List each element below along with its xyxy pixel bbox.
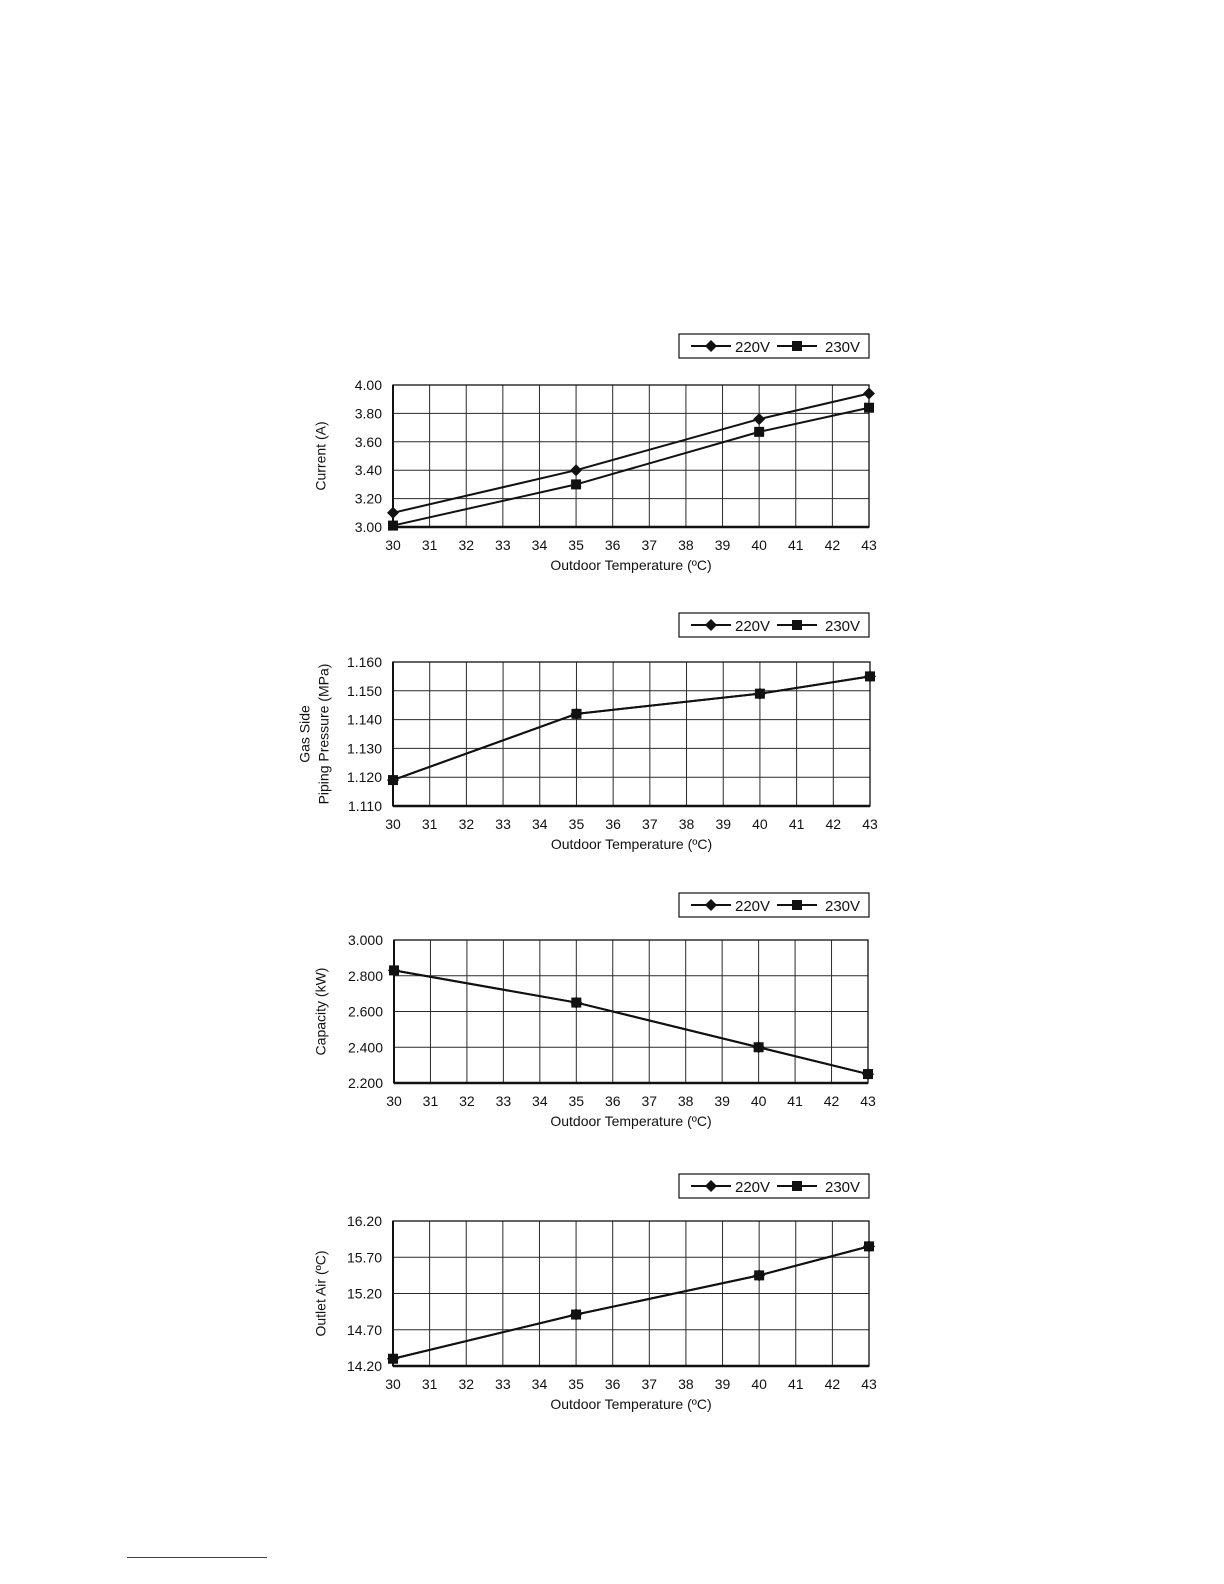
data-point-230v xyxy=(865,671,875,681)
data-point-230v xyxy=(388,521,398,531)
y-tick-label: 3.000 xyxy=(347,932,383,948)
legend xyxy=(679,1174,869,1198)
data-point-230v xyxy=(571,998,581,1008)
x-tick-label: 42 xyxy=(824,537,841,553)
x-tick-label: 36 xyxy=(604,537,621,553)
x-tick-label: 32 xyxy=(459,1093,475,1109)
y-tick-label: 1.110 xyxy=(348,798,382,814)
x-tick-label: 36 xyxy=(604,1376,621,1392)
x-tick-label: 38 xyxy=(678,537,694,553)
legend-label-220v: 220V xyxy=(735,898,771,915)
plot-frame xyxy=(393,662,870,806)
footer-rule xyxy=(127,1557,267,1558)
x-tick-label: 38 xyxy=(678,816,695,832)
y-tick-label: 14.70 xyxy=(346,1321,382,1338)
data-point-230v xyxy=(388,1354,398,1364)
x-tick-label: 34 xyxy=(531,816,548,832)
x-tick-label: 34 xyxy=(532,1093,548,1109)
y-tick-label: 4.00 xyxy=(354,377,382,393)
series-line-230v xyxy=(393,676,870,780)
data-point-230v xyxy=(754,1270,764,1280)
y-tick-label: 16.20 xyxy=(346,1213,382,1229)
y-tick-label: 3.80 xyxy=(354,405,382,422)
x-tick-label: 41 xyxy=(787,537,804,553)
data-point-230v xyxy=(571,479,581,489)
y-tick-label: 14.20 xyxy=(346,1358,382,1374)
legend-label-220v: 220V xyxy=(735,618,771,635)
y-tick-label: 1.140 xyxy=(346,711,382,728)
x-tick-label: 37 xyxy=(641,1376,658,1392)
y-tick-label: 3.40 xyxy=(354,462,382,479)
x-tick-label: 38 xyxy=(678,1376,694,1392)
x-axis-label: Outdoor Temperature (ºC) xyxy=(550,557,712,573)
x-tick-label: 39 xyxy=(714,537,731,553)
x-tick-label: 35 xyxy=(568,537,584,553)
y-tick-label: 2.600 xyxy=(347,1003,383,1020)
y-axis-label: Capacity (kW) xyxy=(312,967,329,1056)
x-tick-label: 43 xyxy=(860,1093,876,1109)
x-tick-label: 37 xyxy=(641,537,658,553)
legend-marker-square xyxy=(792,620,802,630)
x-tick-label: 33 xyxy=(495,537,511,553)
y-tick-label: 2.200 xyxy=(347,1075,383,1091)
legend-label-230v: 230V xyxy=(825,339,861,356)
y-tick-label: 1.160 xyxy=(346,654,382,670)
series-line-230v xyxy=(394,970,868,1074)
legend xyxy=(679,334,869,358)
series-line-230v xyxy=(393,408,869,526)
legend-marker-square xyxy=(792,1181,802,1191)
x-tick-label: 31 xyxy=(421,816,438,832)
x-tick-label: 34 xyxy=(531,1376,548,1392)
x-tick-label: 35 xyxy=(568,1093,585,1109)
x-tick-label: 38 xyxy=(677,1093,694,1109)
y-tick-label: 1.130 xyxy=(346,740,382,757)
x-tick-label: 43 xyxy=(862,816,878,832)
chart-panel-4 xyxy=(313,1174,877,1412)
chart-panel-2 xyxy=(297,613,878,852)
x-tick-label: 35 xyxy=(568,816,585,832)
data-point-220v xyxy=(570,464,582,476)
data-point-220v xyxy=(753,413,765,425)
x-tick-label: 31 xyxy=(421,1376,438,1392)
x-tick-label: 39 xyxy=(714,1376,731,1392)
y-tick-label: 2.400 xyxy=(347,1039,383,1056)
x-tick-label: 39 xyxy=(715,816,732,832)
x-tick-label: 30 xyxy=(385,537,401,553)
y-axis-label: Current (A) xyxy=(312,421,329,491)
x-tick-label: 33 xyxy=(495,816,511,832)
data-point-230v xyxy=(389,965,399,975)
y-tick-label: 15.70 xyxy=(346,1249,382,1266)
legend-marker-square xyxy=(792,341,802,351)
y-axis-label: Outlet Air (ºC) xyxy=(312,1250,329,1337)
x-tick-label: 31 xyxy=(422,1093,439,1109)
x-tick-label: 40 xyxy=(751,537,767,553)
x-tick-label: 34 xyxy=(531,537,548,553)
x-tick-label: 42 xyxy=(824,1376,841,1392)
x-tick-label: 43 xyxy=(861,1376,877,1392)
data-point-230v xyxy=(571,709,581,719)
x-tick-label: 36 xyxy=(604,1093,621,1109)
x-tick-label: 40 xyxy=(752,816,768,832)
data-point-230v xyxy=(388,775,398,785)
y-tick-label: 1.120 xyxy=(346,769,382,786)
x-tick-label: 33 xyxy=(495,1376,511,1392)
x-tick-label: 30 xyxy=(385,1376,401,1392)
x-tick-label: 37 xyxy=(642,816,658,832)
y-tick-label: 3.20 xyxy=(354,490,382,507)
data-point-230v xyxy=(864,1241,874,1251)
y-axis-label: Gas Side xyxy=(296,705,313,763)
chart-panel-1 xyxy=(313,334,877,573)
series-line-230v xyxy=(393,1246,869,1358)
y-tick-label: 15.20 xyxy=(346,1285,382,1302)
x-tick-label: 32 xyxy=(458,1376,475,1392)
x-axis-label: Outdoor Temperature (ºC) xyxy=(550,1113,712,1129)
legend xyxy=(679,613,869,637)
y-tick-label: 1.150 xyxy=(346,682,382,699)
x-tick-label: 30 xyxy=(386,1093,402,1109)
plot-frame xyxy=(393,385,869,527)
y-tick-label: 3.00 xyxy=(354,519,382,535)
x-tick-label: 32 xyxy=(458,537,475,553)
data-point-230v xyxy=(863,1069,873,1079)
x-tick-label: 43 xyxy=(861,537,877,553)
legend-label-220v: 220V xyxy=(735,339,771,356)
x-tick-label: 42 xyxy=(823,1093,840,1109)
x-tick-label: 37 xyxy=(641,1093,658,1109)
x-tick-label: 35 xyxy=(568,1376,584,1392)
data-point-230v xyxy=(754,427,764,437)
x-tick-label: 30 xyxy=(385,816,401,832)
series-line-220v xyxy=(393,394,869,513)
x-axis-label: Outdoor Temperature (ºC) xyxy=(550,1396,712,1412)
x-tick-label: 31 xyxy=(421,537,438,553)
data-point-220v xyxy=(863,388,875,400)
x-axis-label: Outdoor Temperature (ºC) xyxy=(550,836,713,852)
x-tick-label: 32 xyxy=(458,816,475,832)
data-point-220v xyxy=(387,507,399,519)
legend-label-230v: 230V xyxy=(825,618,861,635)
x-tick-label: 36 xyxy=(605,816,621,832)
data-point-230v xyxy=(754,1042,764,1052)
legend-label-220v: 220V xyxy=(735,1179,771,1196)
legend-label-230v: 230V xyxy=(825,898,861,915)
x-tick-label: 41 xyxy=(787,1376,804,1392)
data-point-230v xyxy=(755,689,765,699)
x-tick-label: 40 xyxy=(750,1093,767,1109)
data-point-230v xyxy=(864,403,874,413)
x-tick-label: 41 xyxy=(788,816,805,832)
y-tick-label: 2.800 xyxy=(347,967,383,984)
x-tick-label: 40 xyxy=(751,1376,767,1392)
x-tick-label: 33 xyxy=(495,1093,512,1109)
series-line-220v xyxy=(394,970,868,1074)
y-tick-label: 3.60 xyxy=(354,433,382,450)
x-tick-label: 42 xyxy=(825,816,842,832)
legend-label-230v: 230V xyxy=(825,1179,861,1196)
legend-marker-square xyxy=(792,900,802,910)
x-tick-label: 41 xyxy=(787,1093,803,1109)
y-axis-label: Piping Pressure (MPa) xyxy=(315,663,332,805)
x-tick-label: 39 xyxy=(714,1093,730,1109)
series-line-220v xyxy=(393,676,870,780)
legend xyxy=(679,893,869,917)
data-point-230v xyxy=(571,1310,581,1320)
chart-panel-3 xyxy=(313,893,876,1129)
